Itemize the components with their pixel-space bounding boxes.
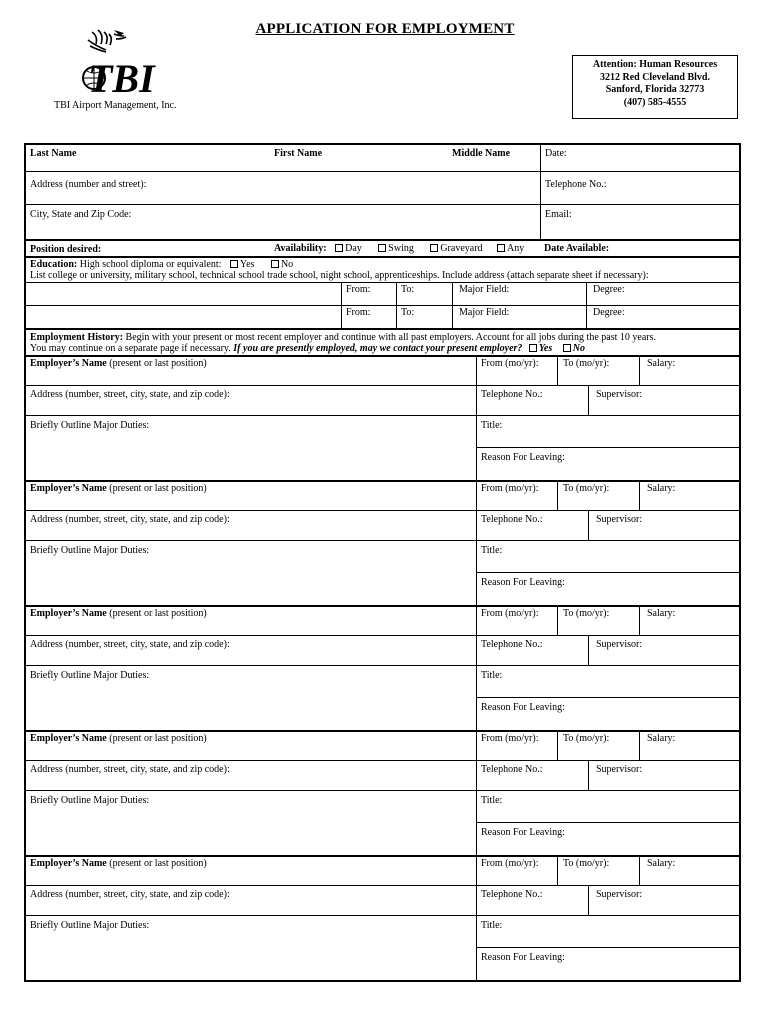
hs-diploma-label: High school diploma or equivalent: [79, 259, 222, 270]
employer-2-salary-field[interactable]: Salary: [647, 483, 676, 494]
date-field[interactable]: Date: [545, 148, 567, 159]
employer-1-address-field[interactable]: Address (number, street, city, state, and zip code): [30, 389, 230, 400]
employer-4-name-field[interactable]: Employer’s Name (present or last position) [30, 733, 207, 744]
employer-1-title-field[interactable]: Title: [481, 420, 503, 431]
employer-4-address-field[interactable]: Address (number, street, city, state, and zip code): [30, 764, 230, 775]
employer-3-title-field[interactable]: Title: [481, 670, 503, 681]
employer-3-salary-field[interactable]: Salary: [647, 608, 676, 619]
employer-3-supervisor-field[interactable]: Supervisor: [596, 639, 643, 650]
employer-5-salary-field[interactable]: Salary: [647, 858, 676, 869]
city-line: Sanford, Florida 32773 [605, 84, 705, 95]
application-form [24, 143, 741, 982]
middle-name-field[interactable]: Middle Name [452, 148, 511, 159]
employer-5-from-field[interactable]: From (mo/yr): [481, 858, 539, 869]
employment-history-question: You may continue on a separate page if necessary. If you are presently employed, may we contact your present employer? Yes No [30, 343, 585, 354]
employer-3-name-field[interactable]: Employer’s Name (present or last position) [30, 608, 207, 619]
employer-5-name-field[interactable]: Employer’s Name (present or last position) [30, 858, 207, 869]
employer-1-reason-field[interactable]: Reason For Leaving: [481, 452, 565, 463]
school2-degree[interactable]: Degree: [593, 307, 625, 318]
employer-3-from-field[interactable]: From (mo/yr): [481, 608, 539, 619]
employer-2-supervisor-field[interactable]: Supervisor: [596, 514, 643, 525]
date-available-field[interactable]: Date Available: [544, 243, 610, 254]
employer-2-reason-field[interactable]: Reason For Leaving: [481, 577, 565, 588]
employer-4-duties-field[interactable]: Briefly Outline Major Duties: [30, 795, 150, 806]
employer-4-supervisor-field[interactable]: Supervisor: [596, 764, 643, 775]
education-label: Education: [30, 259, 78, 270]
employer-1-duties-field[interactable]: Briefly Outline Major Duties: [30, 420, 150, 431]
employer-3-reason-field[interactable]: Reason For Leaving: [481, 702, 565, 713]
city-field[interactable]: City, State and Zip Code: [30, 209, 132, 220]
employer-1-to-field[interactable]: To (mo/yr): [563, 358, 610, 369]
tbi-logo [78, 26, 156, 98]
employer-2-to-field[interactable]: To (mo/yr): [563, 483, 610, 494]
employer-2-address-field[interactable]: Address (number, street, city, state, and zip code): [30, 514, 230, 525]
school2-from[interactable]: From: [346, 307, 371, 318]
employer-4-salary-field[interactable]: Salary: [647, 733, 676, 744]
employer-1-telephone-field[interactable]: Telephone No.: [481, 389, 543, 400]
employer-4-reason-field[interactable]: Reason For Leaving: [481, 827, 565, 838]
employer-4-to-field[interactable]: To (mo/yr): [563, 733, 610, 744]
employer-2-title-field[interactable]: Title: [481, 545, 503, 556]
school2-to[interactable]: To: [401, 307, 415, 318]
last-name-field[interactable]: Last Name [30, 148, 77, 159]
swing-checkbox[interactable]: Swing [378, 243, 414, 254]
day-checkbox[interactable]: Day [335, 243, 362, 254]
contact-no-checkbox[interactable]: No [563, 343, 585, 354]
graveyard-checkbox[interactable]: Graveyard [430, 243, 482, 254]
employer-4-from-field[interactable]: From (mo/yr): [481, 733, 539, 744]
employment-history-label: Employment History: [30, 332, 124, 343]
address-line: 3212 Red Cleveland Blvd. [599, 71, 710, 83]
company-name: TBI Airport Management, Inc. [54, 100, 177, 111]
school1-degree[interactable]: Degree: [593, 284, 625, 295]
any-checkbox[interactable]: Any [497, 243, 524, 254]
employer-2-telephone-field[interactable]: Telephone No.: [481, 514, 543, 525]
form-title: APPLICATION FOR EMPLOYMENT [255, 21, 515, 37]
employer-3-telephone-field[interactable]: Telephone No.: [481, 639, 543, 650]
school2-major[interactable]: Major Field: [459, 307, 510, 318]
svg-text:TBI: TBI [88, 56, 155, 98]
employer-5-title-field[interactable]: Title: [481, 920, 503, 931]
employer-3-address-field[interactable]: Address (number, street, city, state, and zip code): [30, 639, 230, 650]
employer-4-telephone-field[interactable]: Telephone No.: [481, 764, 543, 775]
employer-3-to-field[interactable]: To (mo/yr): [563, 608, 610, 619]
phone-line: (407) 585-4555 [623, 96, 687, 108]
employment-history-intro: Employment History: Begin with your present or most recent employer and continue with all past employers. Account for all jobs during the past 10 years. [30, 332, 656, 343]
employer-2-from-field[interactable]: From (mo/yr): [481, 483, 539, 494]
hs-no-checkbox[interactable]: No [271, 259, 293, 270]
hs-yes-checkbox[interactable]: Yes [230, 259, 255, 270]
availability-label: Availability: [274, 243, 327, 254]
school1-to[interactable]: To: [401, 284, 415, 295]
position-desired-field[interactable]: Position desired: [30, 244, 102, 255]
employer-1-supervisor-field[interactable]: Supervisor: [596, 389, 643, 400]
education-instructions: List college or university, military school, technical school trade school, night school, apprenticeships. Include address (attach separate sheet if necessary): [30, 270, 649, 281]
employer-1-from-field[interactable]: From (mo/yr): [481, 358, 539, 369]
first-name-field[interactable]: First Name [274, 148, 323, 159]
school1-major[interactable]: Major Field: [459, 284, 510, 295]
employer-5-reason-field[interactable]: Reason For Leaving: [481, 952, 565, 963]
employer-1-salary-field[interactable]: Salary: [647, 358, 676, 369]
email-field[interactable]: Email: [545, 209, 572, 220]
telephone-field[interactable]: Telephone No.: [545, 179, 607, 190]
employer-5-telephone-field[interactable]: Telephone No.: [481, 889, 543, 900]
employer-5-address-field[interactable]: Address (number, street, city, state, and zip code): [30, 889, 230, 900]
address-field[interactable]: Address (number and street): [30, 179, 147, 190]
employer-1-name-field[interactable]: Employer’s Name (present or last position) [30, 358, 207, 369]
attention-box [572, 55, 738, 119]
employer-3-duties-field[interactable]: Briefly Outline Major Duties: [30, 670, 150, 681]
employer-2-name-field[interactable]: Employer’s Name (present or last position) [30, 483, 207, 494]
employer-4-title-field[interactable]: Title: [481, 795, 503, 806]
availability-group [274, 243, 524, 255]
attention-line: Attention: Human Resources [592, 59, 718, 70]
contact-yes-checkbox[interactable]: Yes [529, 343, 552, 354]
school1-from[interactable]: From: [346, 284, 371, 295]
employer-5-duties-field[interactable]: Briefly Outline Major Duties: [30, 920, 150, 931]
employer-5-supervisor-field[interactable]: Supervisor: [596, 889, 643, 900]
employer-5-to-field[interactable]: To (mo/yr): [563, 858, 610, 869]
employer-2-duties-field[interactable]: Briefly Outline Major Duties: [30, 545, 150, 556]
